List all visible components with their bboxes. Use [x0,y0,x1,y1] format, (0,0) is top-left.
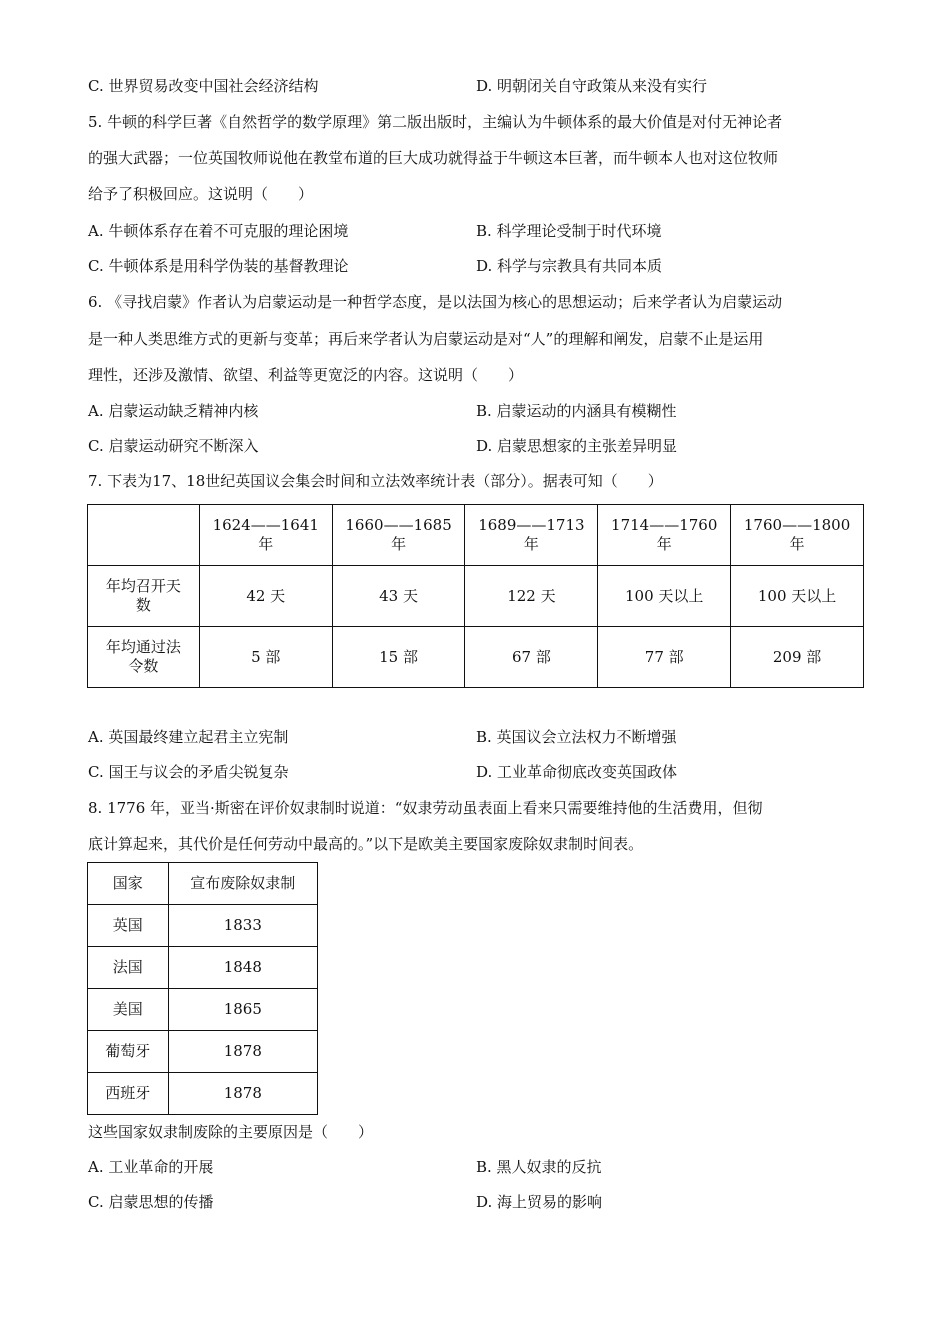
table-cell: 67 部 [465,627,598,688]
table-cell: 西班牙 [88,1073,169,1115]
q6-option-d: D. 启蒙思想家的主张差异明显 [476,437,678,455]
table-cell: 122 天 [465,566,598,627]
table-header-cell: 国家 [88,863,169,905]
table-cell: 209 部 [731,627,864,688]
table-row [88,1031,318,1073]
table-header-cell: 1714——1760 年 [598,505,731,566]
table-header-cell: 1689——1713 年 [465,505,598,566]
table-cell: 1865 [168,989,317,1031]
q6-stem-line-1: 6. 《寻找启蒙》作者认为启蒙运动是一种哲学态度，是以法国为核心的思想运动；后来学者认为启蒙运动 [88,293,783,311]
q6-option-b: B. 启蒙运动的内涵具有模糊性 [476,402,677,420]
table-corner-cell [88,505,200,566]
table-cell: 100 天以上 [731,566,864,627]
q5-option-a: A. 牛顿体系存在着不可克服的理论困境 [88,222,349,240]
table-row [88,627,864,688]
q5-stem-line-2: 的强大武器；一位英国牧师说他在教堂布道的巨大成功就得益于牛顿这本巨著，而牛顿本人也对这位牧师 [88,149,779,167]
table-header-cell: 1660——1685 年 [332,505,465,566]
q5-stem-line-3: 给予了积极回应。这说明（ ） [88,185,314,203]
table-row [88,947,318,989]
q6-option-a: A. 启蒙运动缺乏精神内核 [88,402,259,420]
q7-option-a: A. 英国最终建立起君主立宪制 [88,728,289,746]
table-row [88,566,864,627]
table-cell: 美国 [88,989,169,1031]
q8-option-c: C. 启蒙思想的传播 [88,1193,214,1211]
q5-stem-line-1: 5. 牛顿的科学巨著《自然哲学的数学原理》第二版出版时，主编认为牛顿体系的最大价值是对付无神论者 [88,113,783,131]
q5-option-c: C. 牛顿体系是用科学伪装的基督教理论 [88,257,349,275]
q8-stem-line-2: 底计算起来，其代价是任何劳动中最高的。”以下是欧美主要国家废除奴隶制时间表。 [88,835,644,853]
q7-option-d: D. 工业革命彻底改变英国政体 [476,763,678,781]
option-d: D. 明朝闭关自守政策从来没有实行 [476,77,708,95]
table-cell: 100 天以上 [598,566,731,627]
q6-option-c: C. 启蒙运动研究不断深入 [88,437,259,455]
table-cell: 1878 [168,1031,317,1073]
table-cell: 葡萄牙 [88,1031,169,1073]
option-c: C. 世界贸易改变中国社会经济结构 [88,77,319,95]
table-row-label: 年均召开天 数 [88,566,200,627]
slavery-abolition-table [87,862,318,1115]
table-cell: 1848 [168,947,317,989]
table-cell: 77 部 [598,627,731,688]
table-cell: 5 部 [199,627,332,688]
q7-stem: 7. 下表为17、18世纪英国议会集会时间和立法效率统计表（部分）。据表可知（ ） [88,472,663,490]
q8-option-b: B. 黑人奴隶的反抗 [476,1158,602,1176]
table-cell: 15 部 [332,627,465,688]
table-cell: 42 天 [199,566,332,627]
q7-option-b: B. 英国议会立法权力不断增强 [476,728,677,746]
q8-question: 这些国家奴隶制废除的主要原因是（ ） [88,1123,374,1141]
q6-stem-line-3: 理性，还涉及激情、欲望、利益等更宽泛的内容。这说明（ ） [88,366,524,384]
table-header-cell: 1624——1641 年 [199,505,332,566]
table-row [88,989,318,1031]
table-cell: 法国 [88,947,169,989]
table-cell: 43 天 [332,566,465,627]
table-row [88,905,318,947]
table-header-row [88,505,864,566]
q5-option-d: D. 科学与宗教具有共同本质 [476,257,663,275]
q7-option-c: C. 国王与议会的矛盾尖锐复杂 [88,763,289,781]
table-cell: 英国 [88,905,169,947]
table-row-label: 年均通过法 令数 [88,627,200,688]
table-cell: 1833 [168,905,317,947]
q6-stem-line-2: 是一种人类思维方式的更新与变革；再后来学者认为启蒙运动是对“人”的理解和阐发，启蒙不止是运用 [88,330,764,348]
parliament-statistics-table [87,504,864,688]
q8-option-d: D. 海上贸易的影响 [476,1193,603,1211]
table-cell: 1878 [168,1073,317,1115]
table-header-row [88,863,318,905]
table-row [88,1073,318,1115]
table-header-cell: 宣布废除奴隶制 [168,863,317,905]
q8-option-a: A. 工业革命的开展 [88,1158,214,1176]
q5-option-b: B. 科学理论受制于时代环境 [476,222,662,240]
q8-stem-line-1: 8. 1776 年，亚当·斯密在评价奴隶制时说道：“奴隶劳动虽表面上看来只需要维持他的生活费用，但彻 [88,799,763,817]
table-header-cell: 1760——1800 年 [731,505,864,566]
